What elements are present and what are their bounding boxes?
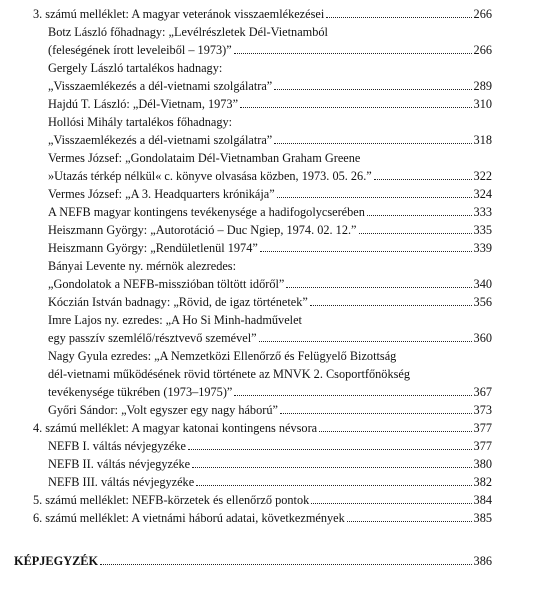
- toc-entry-title: Hajdú T. László: „Dél-Vietnam, 1973”: [48, 97, 239, 111]
- dot-leader: [326, 16, 471, 18]
- toc-entry-page: 377: [473, 439, 492, 453]
- toc-entry: [0, 492, 535, 509]
- dot-leader: [100, 563, 472, 565]
- toc-entry-page: 339: [473, 241, 492, 255]
- dot-leader: [234, 52, 472, 54]
- toc-entry-title: „Visszaemlékezés a dél-vietnami szolgálatra”: [48, 79, 273, 93]
- toc-entry-title: egy passzív szemlélő/résztvevő szemével”: [48, 331, 257, 345]
- toc-entry: [0, 96, 535, 113]
- dot-leader: [286, 286, 471, 288]
- toc-entry: [0, 312, 535, 329]
- toc-entry-page: 385: [473, 511, 492, 525]
- toc-entry: [0, 330, 535, 347]
- toc-entry-title: „Gondolatok a NEFB-misszióban töltött időről”: [48, 277, 285, 291]
- toc-entry-page: 384: [473, 493, 492, 507]
- toc-entry: [0, 366, 535, 383]
- toc-entry: [0, 114, 535, 131]
- toc-entry-title: (feleségének írott leveleiből – 1973)”: [48, 43, 232, 57]
- toc-entry-page: 386: [473, 554, 492, 568]
- toc-entry-kepjegyzek: [0, 553, 535, 570]
- toc-entry-page: 333: [473, 205, 492, 219]
- toc-entry-title: Nagy Gyula ezredes: „A Nemzetközi Ellenőrző és Felügyelő Bizottság: [48, 349, 397, 363]
- toc-entry: [0, 438, 535, 455]
- dot-leader: [259, 340, 472, 342]
- toc-entry: [0, 474, 535, 491]
- toc-entry: [0, 60, 535, 77]
- dot-leader: [188, 448, 472, 450]
- toc-entry-page: 322: [473, 169, 492, 183]
- toc-entry-page: 377: [473, 421, 492, 435]
- toc-entry-title: 6. számú melléklet: A vietnámi háború adatai, következmények: [33, 511, 345, 525]
- toc-entry-title: Botz László főhadnagy: „Levélrészletek Dél-Vietnamból: [48, 25, 328, 39]
- toc-entry-page: 340: [473, 277, 492, 291]
- toc-entry: [0, 294, 535, 311]
- dot-leader: [319, 430, 471, 432]
- toc-entry-title: Vermes József: „A 3. Headquarters krónikája”: [48, 187, 275, 201]
- toc-entry-title: Hollósi Mihály tartalékos főhadnagy:: [48, 115, 233, 129]
- toc-entry-title: Vermes József: „Gondolataim Dél-Vietnamban Graham Greene: [48, 151, 361, 165]
- toc-entry: [0, 204, 535, 221]
- toc-entry: [0, 132, 535, 149]
- toc-entry-page: 367: [473, 385, 492, 399]
- dot-leader: [310, 304, 472, 306]
- toc-entry-page: 373: [473, 403, 492, 417]
- toc-entry-title: Heiszmann György: „Rendületlenül 1974”: [48, 241, 258, 255]
- toc-entry-title: KÉPJEGYZÉK: [14, 554, 99, 568]
- toc-entry: [0, 150, 535, 167]
- toc-entry-title: NEFB III. váltás névjegyzéke: [48, 475, 195, 489]
- dot-leader: [374, 178, 472, 180]
- toc-entry: [0, 168, 535, 185]
- toc-entry: [0, 186, 535, 203]
- toc-entry-title: 5. számú melléklet: NEFB-körzetek és ellenőrző pontok: [33, 493, 310, 507]
- toc-entry: [0, 222, 535, 239]
- dot-leader: [192, 466, 471, 468]
- toc-entry-page: 289: [473, 79, 492, 93]
- toc-entry: [0, 276, 535, 293]
- toc-entry-title: dél-vietnami működésének rövid története az MNVK 2. Csoportfőnökség: [48, 367, 410, 381]
- toc-entry-title: NEFB II. váltás névjegyzéke: [48, 457, 191, 471]
- toc-entry: [0, 78, 535, 95]
- toc-entry: [0, 420, 535, 437]
- toc-entry-page: 266: [473, 7, 492, 21]
- toc-entry-page: 360: [473, 331, 492, 345]
- toc-entry-title: Heiszmann György: „Autorotáció – Duc Ngiep, 1974. 02. 12.”: [48, 223, 357, 237]
- toc-entry-page: 382: [473, 475, 492, 489]
- toc-entry-title: „Visszaemlékezés a dél-vietnami szolgálatra”: [48, 133, 273, 147]
- toc-entry-title: tevékenysége tükrében (1973–1975)”: [48, 385, 233, 399]
- toc-entry: [0, 384, 535, 401]
- toc-entry-page: 380: [473, 457, 492, 471]
- dot-leader: [367, 214, 472, 216]
- toc-entry-page: 266: [473, 43, 492, 57]
- toc-entry: [0, 258, 535, 275]
- toc-entry-title: 4. számú melléklet: A magyar katonai kontingens névsora: [33, 421, 318, 435]
- toc-entry-page: 335: [473, 223, 492, 237]
- toc-entry-title: A NEFB magyar kontingens tevékenysége a hadifogolycserében: [48, 205, 365, 219]
- toc-entry-title: Bányai Levente ny. mérnök alezredes:: [48, 259, 237, 273]
- toc-entry: [0, 510, 535, 527]
- toc-entry-page: 324: [473, 187, 492, 201]
- dot-leader: [277, 196, 472, 198]
- toc-entry-title: Győri Sándor: „Volt egyszer egy nagy háború”: [48, 403, 278, 417]
- dot-leader: [274, 88, 471, 90]
- toc-entry: [0, 24, 535, 41]
- toc-entry: [0, 240, 535, 257]
- toc-entry-title: Kóczián István badnagy: „Rövid, de igaz történetek”: [48, 295, 308, 309]
- toc-entry: [0, 42, 535, 59]
- toc-entry-title: NEFB I. váltás névjegyzéke: [48, 439, 186, 453]
- dot-leader: [280, 412, 472, 414]
- toc-entry-page: 318: [473, 133, 492, 147]
- dot-leader: [347, 520, 472, 522]
- dot-leader: [234, 394, 471, 396]
- toc-entry: [0, 402, 535, 419]
- toc-entry: [0, 6, 535, 23]
- toc-entry: [0, 348, 535, 365]
- dot-leader: [311, 502, 471, 504]
- toc-entry-title: »Utazás térkép nélkül« c. könyve olvasása közben, 1973. 05. 26.”: [48, 169, 372, 183]
- dot-leader: [260, 250, 472, 252]
- toc-entry-title: 3. számú melléklet: A magyar veteránok visszaemlékezései: [33, 7, 325, 21]
- toc-entry-title: Gergely László tartalékos hadnagy:: [48, 61, 223, 75]
- toc-entry-page: 356: [473, 295, 492, 309]
- dot-leader: [240, 106, 472, 108]
- toc-entry: [0, 456, 535, 473]
- dot-leader: [196, 484, 471, 486]
- toc-entry-page: 310: [473, 97, 492, 111]
- dot-leader: [359, 232, 472, 234]
- dot-leader: [274, 142, 471, 144]
- toc-entry-title: Imre Lajos ny. ezredes: „A Ho Si Minh-hadművelet: [48, 313, 302, 327]
